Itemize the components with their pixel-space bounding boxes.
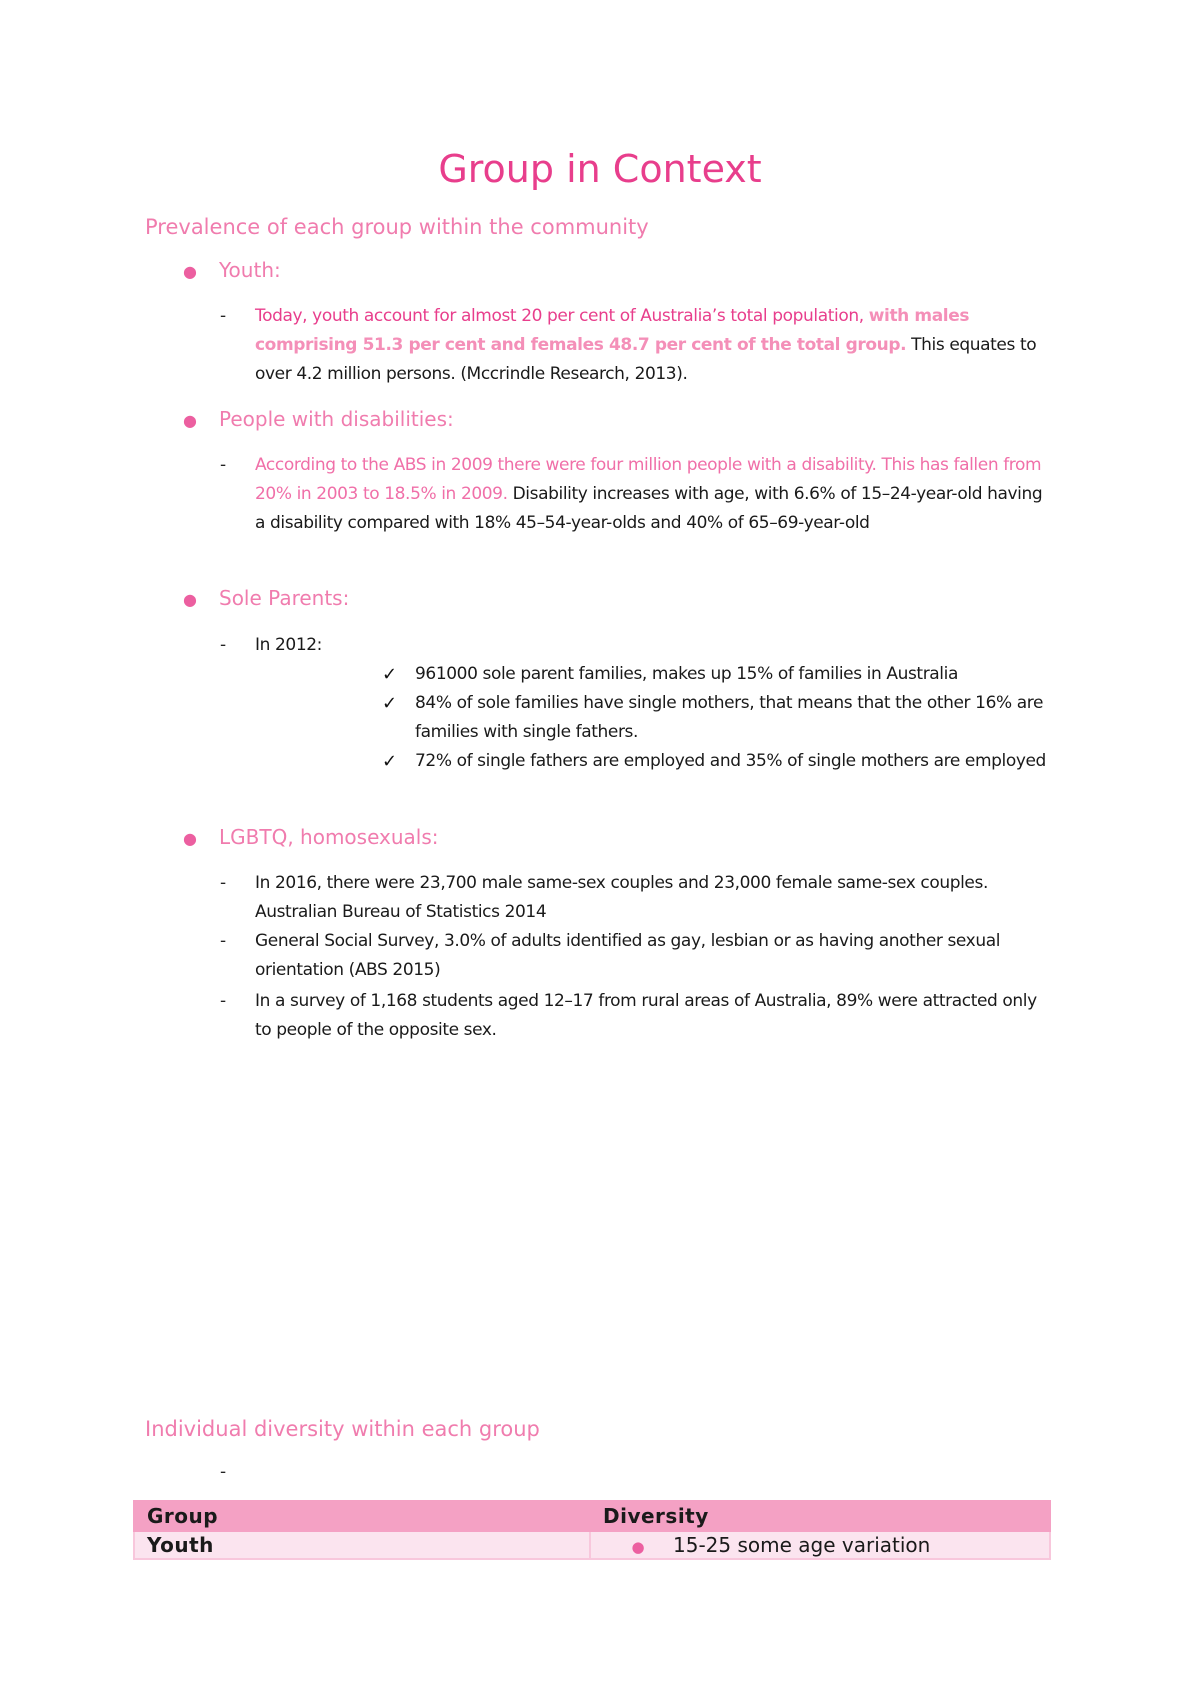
bullet-dot-icon: ● [183, 590, 197, 609]
bullet-disabilities [183, 405, 454, 435]
sole-parents-label: Sole Parents: [219, 586, 350, 610]
youth-text-b: with males comprising 51.3 per cent and females 48.7 per cent of the total group. [255, 306, 970, 355]
diversity-text: 15-25 some age variation [673, 1533, 931, 1557]
dash-marker: - [220, 455, 227, 475]
section-heading-diversity: Individual diversity within each group [145, 1417, 540, 1441]
dash-marker: - [220, 635, 227, 655]
sole-parents-intro: In 2012: [255, 635, 322, 655]
disabilities-text-b: Disability increases with age, with 6.6% of 15–24-year-old having a disability compared with 18% 45–54-year-olds and 40% of 65–69-year-old [255, 484, 1043, 533]
dash-marker: - [220, 873, 227, 893]
table-header-diversity: Diversity [590, 1501, 1050, 1531]
dash-marker: - [220, 306, 227, 326]
disabilities-label: People with disabilities: [219, 407, 454, 431]
check-mark-icon: ✓ [382, 693, 398, 714]
youth-paragraph [255, 302, 1055, 389]
lgbtq-item: General Social Survey, 3.0% of adults identified as gay, lesbian or as having another sexual orientation (ABS 2015) [255, 931, 1001, 980]
bullet-dot-icon: ● [631, 1538, 645, 1556]
check-mark-icon: ✓ [382, 664, 398, 685]
lgbtq-item: In a survey of 1,168 students aged 12–17 from rural areas of Australia, 89% were attracted only to people of the opposite sex. [255, 991, 1037, 1040]
table-cell-group: Youth [134, 1531, 590, 1559]
dash-marker: - [220, 991, 227, 1011]
youth-text-c: This equates to over 4.2 million persons. (Mccrindle Research, 2013). [255, 335, 1037, 384]
diversity-table [133, 1500, 1051, 1560]
lgbtq-item: In 2016, there were 23,700 male same-sex couples and 23,000 female same-sex couples. Australian Bureau of Statistics 2014 [255, 873, 988, 922]
table-cell-diversity [590, 1531, 1050, 1559]
disabilities-paragraph [255, 451, 1055, 538]
bullet-dot-icon: ● [183, 262, 197, 281]
disabilities-text-a: According to the ABS in 2009 there were four million people with a disability. This has fallen from 20% in 2003 to 18.5% in 2009. [255, 455, 1042, 504]
bullet-dot-icon: ● [183, 829, 197, 848]
table-header-group: Group [134, 1501, 590, 1531]
sole-parents-item: 72% of single fathers are employed and 35% of single mothers are employed [415, 751, 1046, 771]
section-heading-prevalence: Prevalence of each group within the community [145, 215, 649, 239]
bullet-sole-parents [183, 584, 349, 614]
sole-parents-item: 961000 sole parent families, makes up 15% of families in Australia [415, 664, 958, 684]
check-mark-icon: ✓ [382, 751, 398, 772]
youth-text-a: Today, youth account for almost 20 per cent of Australia’s total population, [255, 306, 869, 326]
table-row [134, 1531, 1050, 1559]
sole-parents-item: 84% of sole families have single mothers, that means that the other 16% are families with single fathers. [415, 693, 1044, 742]
page-title: Group in Context [438, 147, 762, 191]
dash-marker: - [220, 1462, 227, 1482]
lgbtq-label: LGBTQ, homosexuals: [219, 825, 439, 849]
table-header-row [134, 1501, 1050, 1531]
bullet-youth [183, 256, 281, 286]
bullet-dot-icon: ● [183, 411, 197, 430]
youth-label: Youth: [219, 258, 281, 282]
dash-marker: - [220, 931, 227, 951]
bullet-lgbtq [183, 823, 439, 853]
